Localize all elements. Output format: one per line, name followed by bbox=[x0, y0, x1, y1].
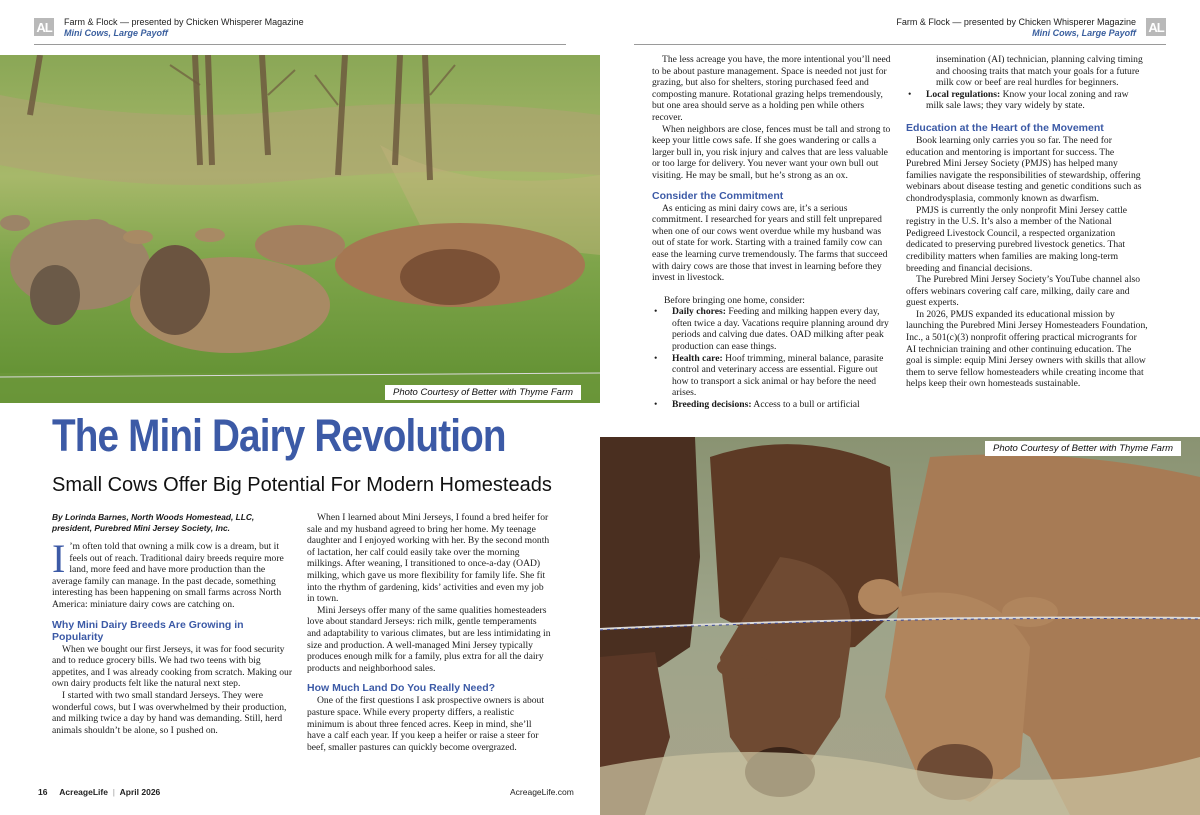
bullet-text: Access to a bull or artificial bbox=[751, 399, 860, 411]
magazine-logo-right: AL bbox=[1146, 18, 1166, 36]
header-section-title-right: Farm & Flock — presented by Chicken Whisperer Magazine bbox=[896, 17, 1136, 27]
intro-paragraph bbox=[52, 536, 295, 611]
paragraph: The Purebred Mini Jersey Society’s YouTube channel also offers webinars covering calf care, milking, daily care and guest experts. bbox=[906, 274, 1141, 309]
paragraph: As enticing as mini dairy cows are, it’s a serious commitment. I researched for years and still felt unprepared when one of our cows went overdue while my husband was out of state for work. Starting with a trained family cow can ease the learning curve tremendously. The farms that succeed with dairy cows are those that invest in learning before they invest in livestock. bbox=[652, 202, 888, 284]
footer-date: April 2026 bbox=[119, 787, 161, 797]
considerations-list bbox=[652, 306, 894, 410]
paragraph: When we bought our first Jerseys, it was for food security and to reduce grocery bills. We had two teens with big appetites, and I was already cooking from scratch. Making our own dairy products felt like the natural next step. bbox=[52, 643, 293, 690]
heading-why: Why Mini Dairy Breeds Are Growing in Popularity bbox=[52, 618, 244, 643]
paragraph-continued: insemination (AI) technician, planning calving timing and choosing traits that match your goals for a future milk cow or beef are real hurdles for beginners. bbox=[936, 54, 1143, 89]
paragraph: Book learning only carries you so far. The need for education and mentoring is important for success. The Purebred Mini Jersey Society (PMJS) has helped many families navigate the responsibilities of stewardship, offering webinars about disease testing and genetic conditions such as chondrodysplasia, commonly known as dwarfism. bbox=[906, 134, 1142, 204]
heading-education: Education at the Heart of the Movement bbox=[906, 121, 1104, 134]
header-rule-left bbox=[34, 44, 566, 45]
footer-url: AcreageLife.com bbox=[510, 787, 574, 797]
drop-cap: I bbox=[52, 536, 66, 581]
paragraph: In 2026, PMJS expanded its educational mission by launching the Purebred Mini Jersey Homesteaders Foundation, Inc., a 501(c)(3) nonprofit offering practical microgrants for AI technician training and other continuing education. The goal is simple: equip Mini Jersey owners with skills that allow them to serve fellow homesteaders while creating income that helps keep their own homesteads sustainable. bbox=[906, 308, 1148, 390]
bullet-text: Feeding and milking happen every day, often twice a day. Vacations require planning around dry periods and calving due dates. OAD milking after peak production can ease things. bbox=[672, 306, 889, 353]
article-subtitle: Small Cows Offer Big Potential For Modern Homesteads bbox=[52, 474, 552, 496]
bullet-label: Health care: bbox=[672, 352, 723, 364]
article-column-4 bbox=[906, 54, 1148, 390]
page-footer bbox=[38, 787, 160, 797]
resting-cows-photo bbox=[0, 55, 600, 403]
bullet-label: Local regulations: bbox=[926, 88, 1001, 100]
list-item: • Health care: Hoof trimming, mineral balance, parasite control and veterinary access are essential. Figure out how to transport a sick animal or hay before the need arises. bbox=[654, 352, 884, 399]
byline: By Lorinda Barnes, North Woods Homestead, LLC, president, Purebred Mini Jersey Society, Inc. bbox=[52, 512, 255, 533]
footer-separator: | bbox=[112, 787, 115, 797]
bullet-label: Daily chores: bbox=[672, 306, 726, 318]
paragraph: Mini Jerseys offer many of the same qualities homesteaders love about standard Jerseys: rich milk, gentle temperaments and adaptability to various climates, but are less intimidating in size and production. A well-managed Mini Jersey typically produces enough milk for a family, plus extra for all the dairy products and neighborhood sales. bbox=[307, 604, 551, 674]
bullet-text: Hoof trimming, mineral balance, parasite control and veterinary access are essential. Figure out how to transport a sick animal or hay before the need arises. bbox=[672, 352, 884, 399]
magazine-logo: AL bbox=[34, 18, 54, 36]
bottom-photo-caption: Photo Courtesy of Better with Thyme Farm bbox=[985, 441, 1181, 456]
paragraph: One of the first questions I ask prospective owners is about pasture space. While every property differs, a realistic minimum is about three fenced acres. Keep in mind, she’ll have a calf each year. If you keep a heifer or raise a steer for beef, smaller pastures can quickly become overgrazed. bbox=[307, 695, 545, 753]
bullet-text: Know your local zoning and raw milk sale laws; they vary widely by state. bbox=[926, 88, 1129, 112]
header-article-title-right: Mini Cows, Large Payoff bbox=[1032, 28, 1136, 38]
header-article-title: Mini Cows, Large Payoff bbox=[64, 28, 168, 38]
heading-commit: Consider the Commitment bbox=[652, 189, 784, 202]
paragraph: The less acreage you have, the more intentional you’ll need to be about pasture management. Space is needed not just for grazing, but also for shelters, storing purchased feed and composting manure. Rotational grazing helps tremendously, but one area should serve as a holding pen while others recover. bbox=[652, 54, 891, 123]
paragraph: I started with two small standard Jerseys. They were wonderful cows, but I was overwhelmed by their production, and milking twice a day by hand was demanding. Still, herd animals shouldn’t be alone, so I pushed on. bbox=[52, 689, 287, 736]
paragraph: PMJS is currently the only nonprofit Mini Jersey cattle registry in the U.S. It’s also a member of the National Pedigreed Livestock Council, a respected organization dedicated to preserving purebred livestock genetics. That credibility matters when families are making long-term breeding and financial decisions. bbox=[906, 204, 1128, 274]
top-photo-caption: Photo Courtesy of Better with Thyme Farm bbox=[385, 385, 581, 400]
page-number: 16 bbox=[38, 787, 48, 797]
paragraph: When I learned about Mini Jerseys, I found a bred heifer for sale and my husband agreed to bring her home. My teenage daughter and I enjoyed working with her. By the second month of lactation, her calf could easily take over the morning milkings. After weaning, I transitioned to once-a-day (OAD) milking, which gave us more flexibility for family life. She fit into the rhythm of gardening, kids’ activities and even my job in town. bbox=[307, 512, 550, 605]
paragraph: When neighbors are close, fences must be tall and strong to keep your little cows safe. If she goes wandering or calls a larger bull in, you risk injury and calves that are less valuable or too large for delivery. You never want your own bull out visiting. He may be small, but he’s strong as an ox. bbox=[652, 123, 891, 181]
footer-magazine-name: AcreageLife bbox=[59, 787, 108, 797]
header-rule-right bbox=[634, 44, 1166, 45]
bullet-label: Breeding decisions: bbox=[672, 399, 752, 411]
paragraph-consider: Before bringing one home, consider: bbox=[664, 294, 805, 306]
article-column-3 bbox=[652, 54, 894, 411]
list-item: • Breeding decisions: Access to a bull or artificial bbox=[654, 399, 860, 411]
grazing-cows-photo bbox=[600, 437, 1200, 815]
article-column-2 bbox=[307, 512, 551, 753]
header-section-title: Farm & Flock — presented by Chicken Whisperer Magazine bbox=[64, 17, 304, 27]
article-title: The Mini Dairy Revolution bbox=[52, 410, 506, 461]
regulations-list bbox=[906, 89, 1148, 112]
intro-text: ’m often told that owning a milk cow is a dream, but it feels out of reach. Traditional dairy breeds require more land, more feed and have more production than the average family can manage. In the past decade, something interesting has been happening on small farms across North America: miniature dairy cows are catching on. bbox=[52, 541, 284, 610]
list-item: • Local regulations: Know your local zoning and raw milk sale laws; they vary widely by state. bbox=[908, 88, 1129, 112]
article-column-1 bbox=[52, 512, 295, 736]
list-item: • Daily chores: Feeding and milking happen every day, often twice a day. Vacations require planning around dry periods and calving due dates. OAD milking after peak production can ease things. bbox=[654, 306, 889, 353]
heading-land: How Much Land Do You Really Need? bbox=[307, 682, 496, 695]
